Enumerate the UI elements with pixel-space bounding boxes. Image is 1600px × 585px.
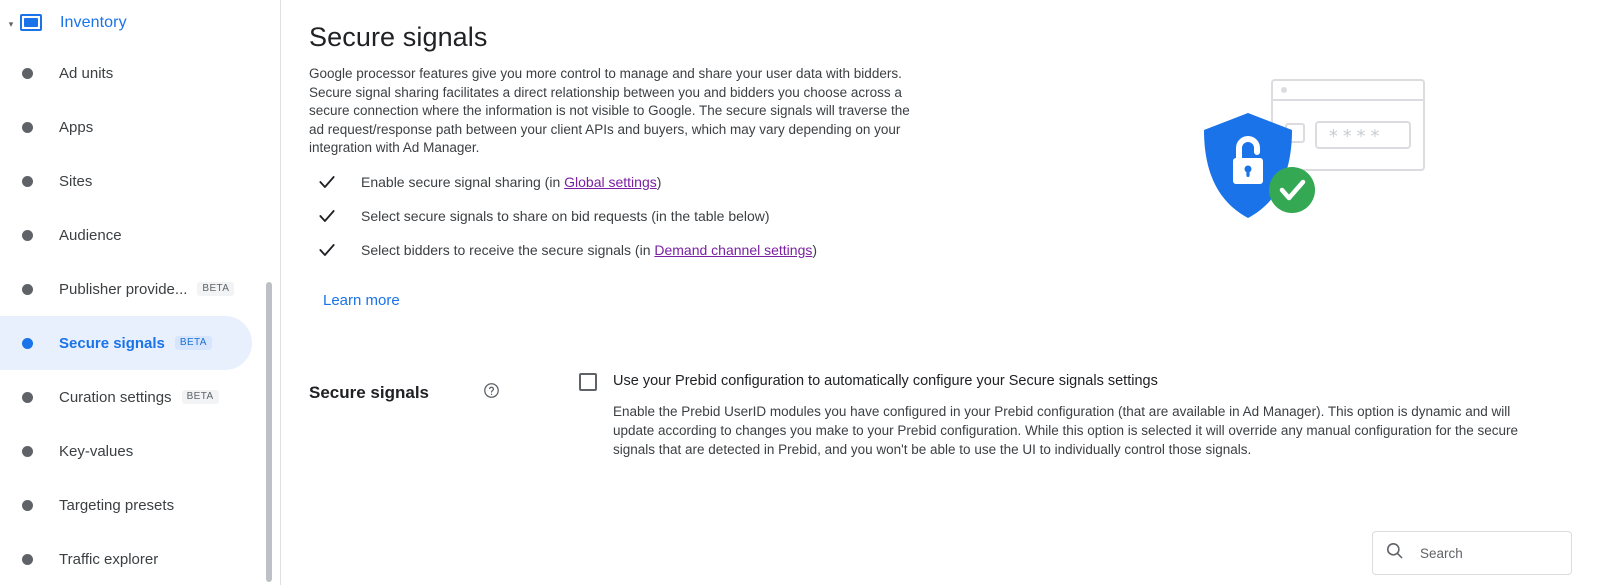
main-content xyxy=(281,0,1600,585)
beta-badge: BETA xyxy=(175,336,212,350)
checklist-item-prefix: Enable secure signal sharing (in xyxy=(361,173,565,190)
bullet-icon xyxy=(22,122,33,133)
sidebar xyxy=(0,0,281,585)
learn-more-link[interactable]: Learn more xyxy=(323,291,400,309)
check-icon xyxy=(317,206,337,226)
bullet-icon xyxy=(22,176,33,187)
prebid-config-checkbox-label: Use your Prebid configuration to automatically configure your Secure signals settings xyxy=(613,372,1158,389)
sidebar-item-audience[interactable] xyxy=(0,208,252,262)
sidebar-header[interactable] xyxy=(0,0,280,46)
secure-signals-section xyxy=(309,372,1600,459)
sidebar-item-label: Traffic explorer xyxy=(59,550,159,568)
sidebar-item-targeting-presets[interactable] xyxy=(0,478,252,532)
bullet-icon xyxy=(22,446,33,457)
sidebar-item-label: Targeting presets xyxy=(59,496,175,514)
section-title: Secure signals xyxy=(309,382,430,402)
sidebar-item-apps[interactable] xyxy=(0,100,252,154)
check-icon xyxy=(317,240,337,260)
search-input[interactable] xyxy=(1418,545,1562,562)
checklist-item-suffix: ) xyxy=(656,173,662,190)
bullet-icon xyxy=(22,554,33,565)
beta-badge: BETA xyxy=(197,282,234,296)
secure-signals-illustration xyxy=(1200,78,1430,263)
sidebar-item-sites[interactable] xyxy=(0,154,252,208)
sidebar-item-label: Apps xyxy=(59,118,94,136)
sidebar-item-key-values[interactable] xyxy=(0,424,252,478)
checklist-item-text xyxy=(361,206,770,226)
bullet-icon xyxy=(22,230,33,241)
sidebar-scrollbar[interactable] xyxy=(266,282,272,582)
sidebar-item-curation-settings[interactable] xyxy=(0,370,252,424)
sidebar-item-traffic-explorer[interactable] xyxy=(0,532,252,585)
sidebar-item-label: Sites xyxy=(59,172,93,190)
check-icon xyxy=(317,172,337,192)
sidebar-item-label: Curation settings xyxy=(59,388,172,406)
sidebar-item-label: Ad units xyxy=(59,64,114,82)
inventory-icon xyxy=(20,12,44,34)
sidebar-item-label: Secure signals xyxy=(59,334,165,352)
bullet-icon xyxy=(22,392,33,403)
page-title: Secure signals xyxy=(309,22,488,52)
bullet-icon xyxy=(22,338,33,349)
checklist-item-prefix: Select secure signals to share on bid requests (in the table below) xyxy=(361,207,770,224)
sidebar-item-label: Key-values xyxy=(59,442,134,460)
intro-paragraph: Google processor features give you more control to manage and share your user data with bidders. Secure signal sharing facilitates a direct relationship between you and bidders you choose across a secure connection where the information is not visible to Google. The secure signals will traverse the ad request/response path between your client APIs and buyers, which may vary depending on your integration with Ad Manager. xyxy=(309,66,910,155)
section-label-wrap xyxy=(309,372,559,404)
sidebar-item-ad-units[interactable] xyxy=(0,46,252,100)
prebid-config-checkbox[interactable] xyxy=(579,373,597,391)
prebid-config-checkbox-row[interactable] xyxy=(579,372,1600,391)
demand-channel-settings-link[interactable]: Demand channel settings xyxy=(654,241,813,258)
checklist-item-text xyxy=(361,240,817,260)
search-icon xyxy=(1385,541,1404,565)
checklist-item-text xyxy=(361,172,661,192)
section-body xyxy=(559,372,1600,459)
help-icon[interactable] xyxy=(483,382,500,404)
bullet-icon xyxy=(22,284,33,295)
sidebar-item-secure-signals[interactable] xyxy=(0,316,252,370)
beta-badge: BETA xyxy=(182,390,219,404)
search-box[interactable] xyxy=(1372,531,1572,575)
checklist-item-prefix: Select bidders to receive the secure signals (in xyxy=(361,241,655,258)
chevron-down-icon[interactable]: ▾ xyxy=(8,18,14,29)
bullet-icon xyxy=(22,500,33,511)
svg-text:****: **** xyxy=(1328,126,1384,147)
sidebar-item-label: Audience xyxy=(59,226,122,244)
prebid-config-description: Enable the Prebid UserID modules you have configured in your Prebid configuration (that are available in Ad Manager). This option is dynamic and will update according to changes you make to your Prebid configuration. While this option is selected it will override any manual configuration for the secure signals that are detected in Prebid, and you won't be able to use the UI to individually control those signals. xyxy=(613,403,1519,457)
sidebar-header-title: Inventory xyxy=(60,14,127,31)
checklist-item-suffix: ) xyxy=(812,241,818,258)
sidebar-item-label: Publisher provide... xyxy=(59,280,188,298)
global-settings-link[interactable]: Global settings xyxy=(564,173,657,190)
bullet-icon xyxy=(22,68,33,79)
sidebar-item-publisher-provided[interactable] xyxy=(0,262,252,316)
